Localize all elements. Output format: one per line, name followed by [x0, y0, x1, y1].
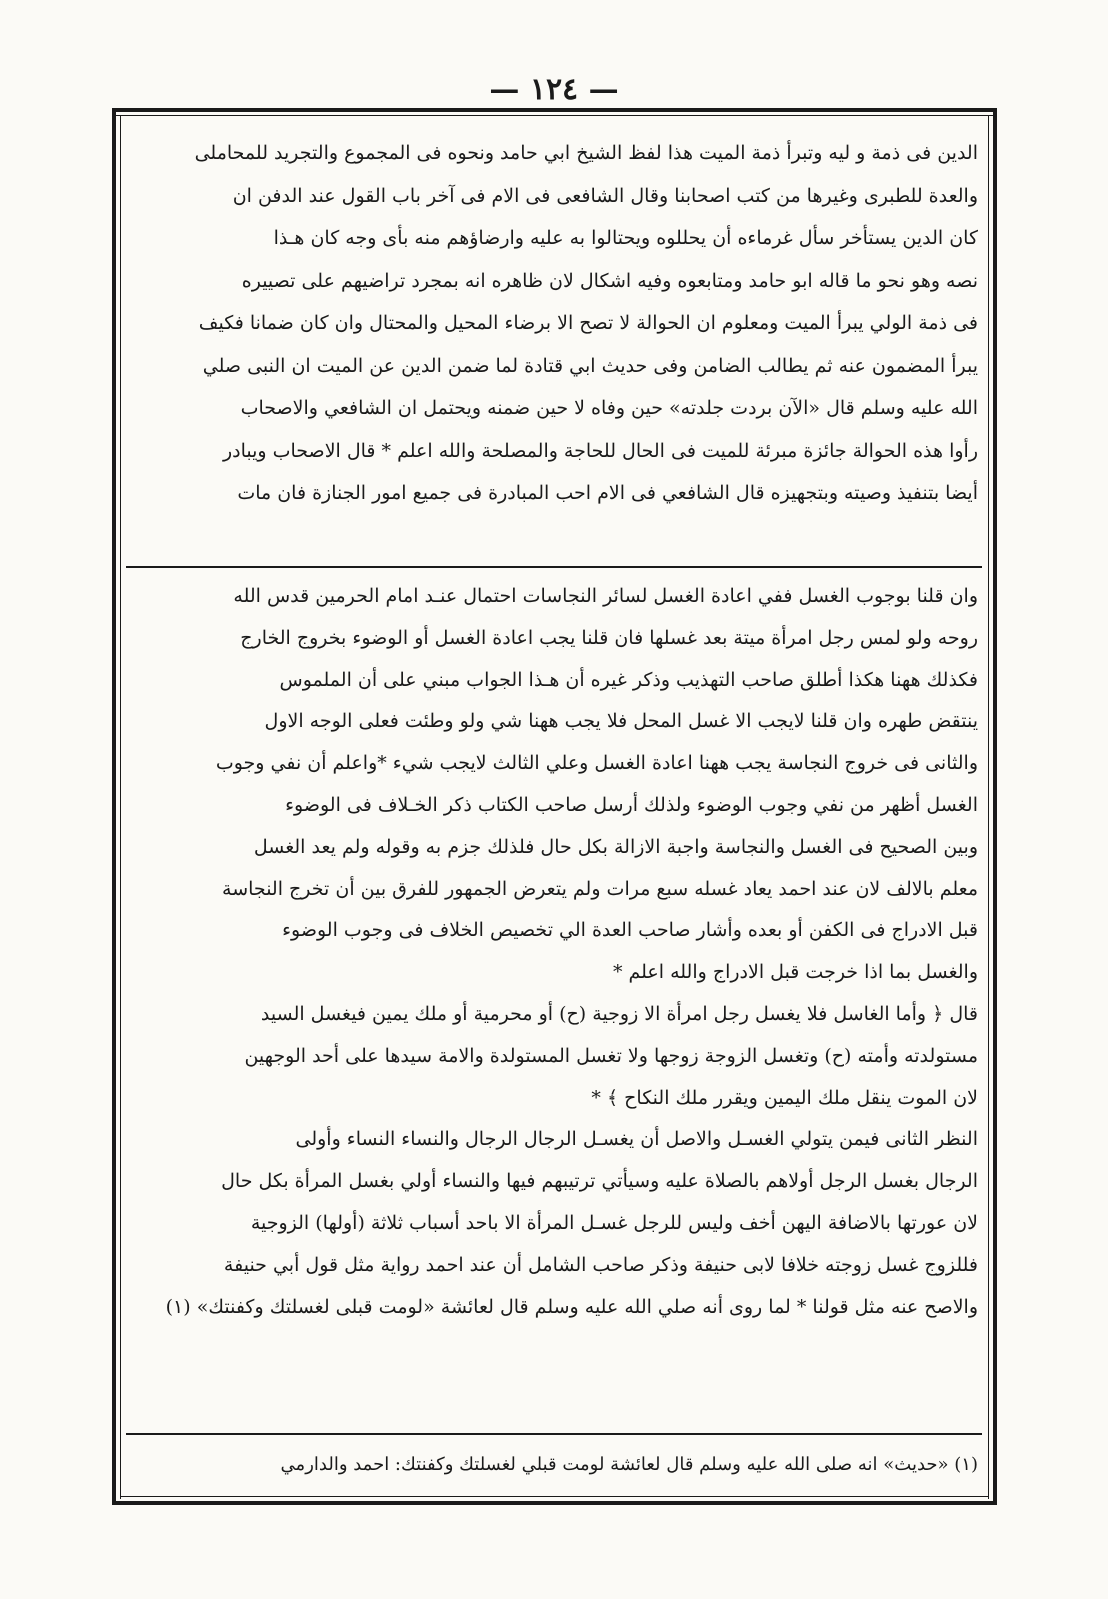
text-line: فللزوج غسل زوجته خلافا لابى حنيفة وذكر صاحب الشامل أن عند احمد رواية مثل قول أبي حنيفة: [223, 1253, 978, 1276]
text-line: النظر الثانى فيمن يتولي الغسـل والاصل أن يغسـل الرجال الرجال والنساء النساء وأولى: [295, 1128, 978, 1151]
text-line: معلم بالالف لان عند احمد يعاد غسله سبع مرات ولم يتعرض الجمهور للفرق بين أن تخرج النجاسة: [222, 877, 978, 900]
text-line: والاصح عنه مثل قولنا * لما روى أنه صلي الله عليه وسلم قال لعائشة «لومت قبلى لغسلتك وكفنتك» (١): [165, 1295, 978, 1318]
text-line: الدين فى ذمة و ليه وتبرأ ذمة الميت هذا لفظ الشيخ ابي حامد ونحوه فى المجموع والتجريد للمحاملى: [194, 142, 978, 164]
frame-bottom-inner-rule: [120, 1496, 989, 1497]
text-line: مستولدته وأمته (ح) وتغسل الزوجة زوجها ولا تغسل المستولدة والامة سيدها على أحد الوجهين: [244, 1044, 978, 1067]
text-line: ينتقض طهره وان قلنا لايجب الا غسل المحل فلا يجب ههنا شي ولو وطئت فعلى الوجه الاول: [264, 710, 978, 733]
frame-top-rule: [112, 108, 997, 112]
footnote-divider: [126, 1433, 982, 1435]
text-line: رأوا هذه الحوالة جائزة مبرئة للميت فى الحال للحاجة والمصلحة والله اعلم * قال الاصحاب ويبادر: [222, 439, 978, 462]
text-line: وبين الصحيح فى الغسل والنجاسة واجبة الازالة بكل حال فلذلك جزم به وقوله ولم يعد الغسل: [253, 835, 978, 858]
frame-bottom-rule: [112, 1501, 997, 1505]
frame-left-border: [112, 108, 116, 1505]
text-line: قبل الادراج فى الكفن أو بعده وأشار صاحب العدة الي تخصيص الخلاف فى وجوب الوضوء: [282, 919, 978, 942]
text-line: لان الموت ينقل ملك اليمين ويقرر ملك النكاح ﴾ *: [591, 1086, 978, 1109]
text-line: روحه ولو لمس رجل امرأة ميتة بعد غسلها فان قلنا يجب اعادة الغسل أو الوضوء بخروج الخارج: [240, 626, 978, 649]
text-line: فكذلك ههنا هكذا أطلق صاحب التهذيب وذكر غيره أن هـذا الجواب مبني على أن الملموس: [279, 668, 978, 691]
text-line: الرجال بغسل الرجل أولاهم بالصلاة عليه وسيأتي ترتيبهم فيها والنساء أولي بغسل المرأة بكل حال: [221, 1170, 978, 1193]
frame-right-inner-border: [988, 115, 989, 1499]
section-divider: [126, 566, 982, 568]
text-line: الله عليه وسلم قال «الآن بردت جلدته» حين وفاه لا حين ضمنه ويحتمل ان الشافعي والاصحاب: [240, 397, 978, 419]
text-line: والثانى فى خروج النجاسة يجب ههنا اعادة الغسل وعلي الثالث لايجب شيء *واعلم أن نفي وجوب: [215, 752, 978, 775]
text-line: يبرأ المضمون عنه ثم يطالب الضامن وفى حديث ابي قتادة لما ضمن الدين عن الميت ان النبى صلي: [202, 354, 978, 377]
lower-text-section: [130, 576, 978, 1328]
footnote: (١) «حديث» انه صلى الله عليه وسلم قال لعائشة لومت قبلي لغسلتك وكفنتك: احمد والدارمي: [280, 1454, 978, 1475]
text-line: كان الدين يستأخر سأل غرماءه أن يحللوه ويحتالوا به عليه وارضاؤهم منه بأى وجه كان هـذا: [273, 227, 978, 249]
text-line: نصه وهو نحو ما قاله ابو حامد ومتابعوه وفيه اشكال لان ظاهره انه بمجرد تراضيهم على تصييره: [241, 269, 978, 292]
text-line: أيضا بتنفيذ وصيته وبتجهيزه قال الشافعي فى الام احب المبادرة فى جميع امور الجنازة فان مات: [237, 482, 978, 504]
text-line: وان قلنا بوجوب الغسل ففي اعادة الغسل لسائر النجاسات احتمال عنـد امام الحرمين قدس الله: [233, 585, 978, 607]
text-line: والعدة للطبرى وغيرها من كتب اصحابنا وقال الشافعى فى الام فى آخر باب القول عند الدفن ان: [232, 184, 978, 207]
text-line: قال ﴿ وأما الغاسل فلا يغسل رجل امرأة الا زوجية (ح) أو محرمية أو ملك يمين فيغسل السيد: [260, 1002, 978, 1025]
text-line: والغسل بما اذا خرجت قبل الادراج والله اعلم *: [612, 961, 978, 984]
page-number: — ١٢٤ —: [489, 72, 619, 107]
text-line: لان عورتها بالاضافة اليهن أخف وليس للرجل غسـل المرأة الا باحد أسباب ثلاثة (أولها) الزوجية: [250, 1211, 978, 1234]
text-line: الغسل أظهر من نفي وجوب الوضوء ولذلك أرسل صاحب الكتاب ذكر الخـلاف فى الوضوء: [285, 793, 978, 816]
frame-top-inner-rule: [112, 115, 997, 116]
frame-right-border: [993, 108, 997, 1505]
upper-text-section: [130, 132, 978, 515]
text-line: فى ذمة الولي يبرأ الميت ومعلوم ان الحوالة لا تصح الا برضاء المحيل والمحتال وان كان ضمانا فكيف: [198, 312, 978, 334]
frame-left-inner-border: [120, 115, 121, 1499]
